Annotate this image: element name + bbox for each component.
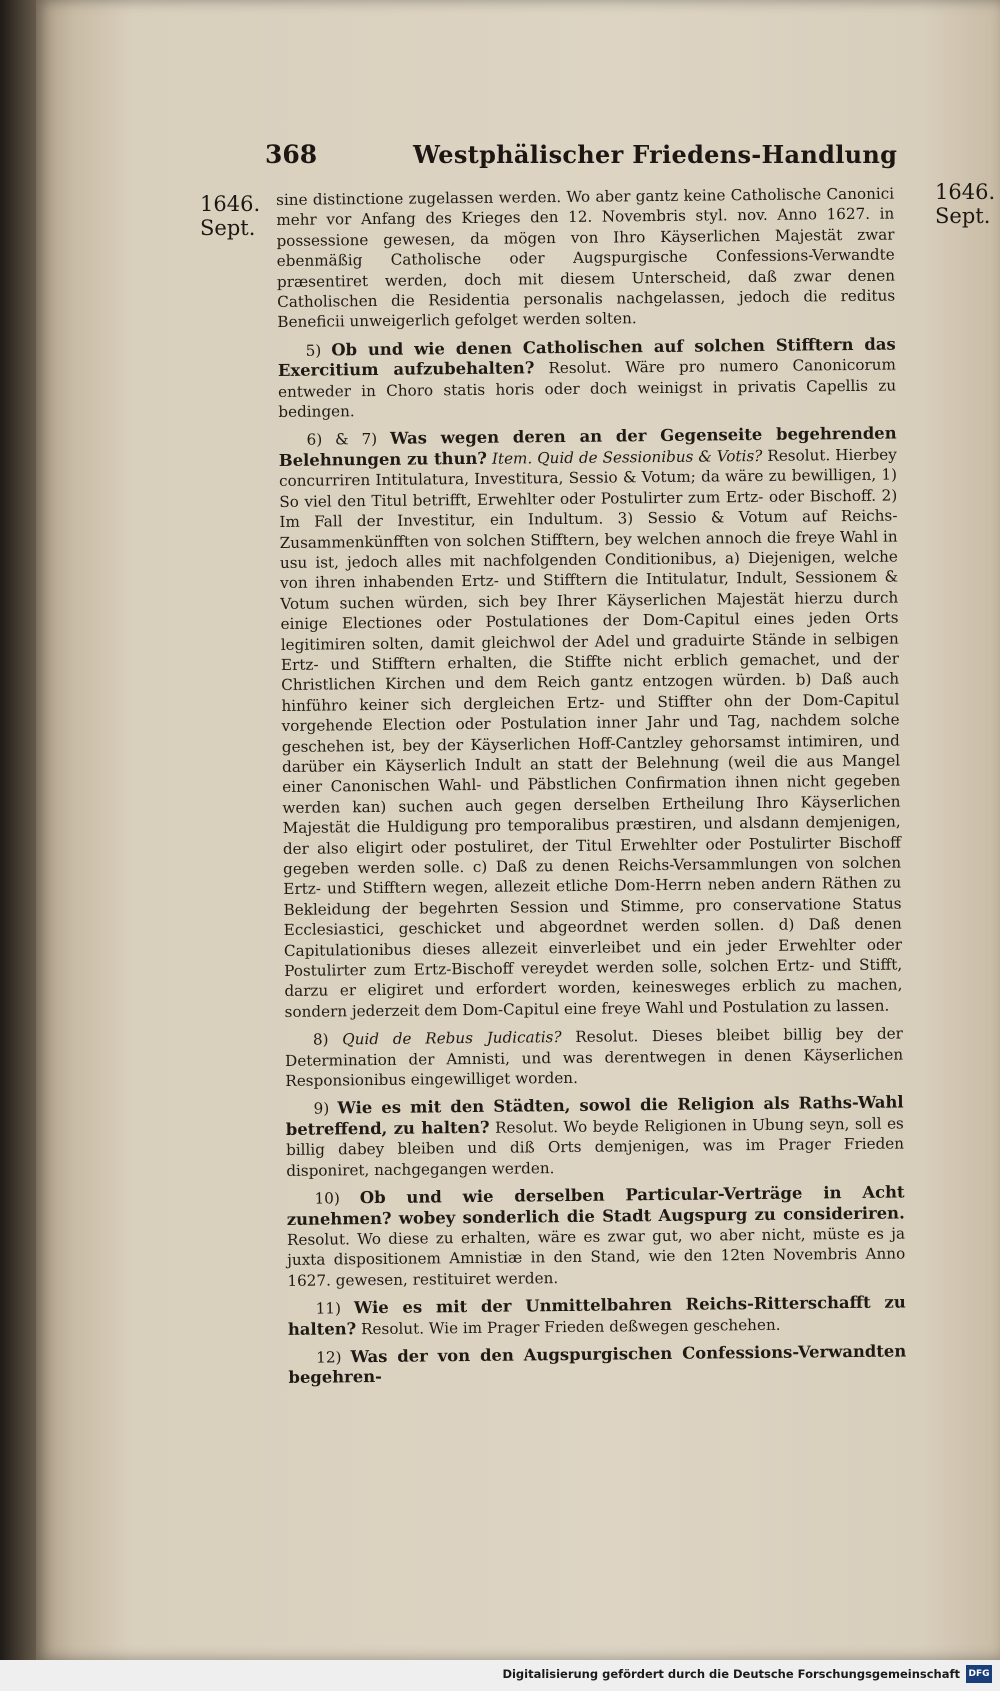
page-title: Westphälischer Friedens-Handlung	[413, 140, 898, 169]
item-resolution: Resolut. Dieses bleibet billig bey der Determination der Amnisti, und was derentwegen in denen Käyserlichen Responsionibus eingewilliget worden.	[285, 1024, 904, 1091]
margin-month-right: Sept.	[935, 204, 991, 228]
item-number: 5)	[305, 341, 322, 360]
item-resolution: Resolut. Wo diese zu erhalten, wäre es zwar gut, wo aber nicht, müste es ja juxta dispositionem Amnistiæ in den Stand, wie den 12ten Novembris Anno 1627. gewesen, restituiret werden.	[286, 1224, 906, 1290]
item-number: 10)	[314, 1189, 340, 1208]
paragraph-item-9	[286, 1093, 905, 1181]
item-question: Wie es mit den Städten, sowol die Religion als Raths-Wahl betreffend, zu halten?	[285, 1092, 904, 1139]
paragraph-item-10	[286, 1183, 905, 1291]
book-binding	[0, 0, 40, 1660]
funding-credit: Digitalisierung gefördert durch die Deutsche Forschungsgemeinschaft	[502, 1667, 960, 1681]
body-text	[276, 184, 907, 1397]
item-resolution: Resolut. Wie im Prager Frieden deßwegen geschehen.	[360, 1315, 781, 1338]
paragraph-item-8	[285, 1024, 904, 1092]
page-number: 368	[265, 140, 318, 169]
item-resolution: Resolut. Wäre pro numero Canonicorum entweder in Choro statis horis oder doch weinigst in privatis Capellis zu bedingen.	[278, 355, 897, 422]
item-resolution: Resolut. Hierbey concurriren Intitulatura, Investitura, Sessio & Votum; da wäre zu bewilligen, 1) So viel den Titul betrifft, Erwehlter oder Postulirter zum Ertz- oder Bischoff. 2) Im Fall der Investitur, ein Indultum. 3) Sessio & Votum auf Reichs-Zusammenkünfften von solchen Stifftern, bey welchen annoch die freye Wahl in usu ist, jedoch alles mit nachfolgenden Conditionibus, a) Diejenigen, welche von ihren inhabenden Ertz- und Stifftern die Intitulatur, Indult, Sessionem & Votum suchen würden, sich bey Ihrer Käyserlichen Majestät hierzu durch einige Electiones oder Postulationes der Dom-Capitul eines jeden Orts legitimiren solten, damit gleichwol der Adel und graduirte Stände in selbigen Ertz- und Stifftern erhalten, die Stiffte nicht erblich gemachet, und der Christlichen Kirchen und dem Reich gantz entzogen würden. b) Daß auch hinführo keiner sich dergleichen Ertz- und Stiffter ohn der Dom-Capitul vorgehende Election oder Postulation inner Jahr und Tag, nachdem solche geschehen ist, bey der Käyserlichen Hoff-Cantzley gehorsamst intimiren, und darüber ein Käyserlich Indult an statt der Belehnung (weil die aus Mangel einer Canonischen Wahl- und Päbstlichen Confirmation ihnen nicht gegeben werden kan) suchen auch gegen derselben Ertheilung Ihro Käyserlichen Majestät die Huldigung pro temporalibus præstiren, und alsdann demjenigen, der also eligirt oder postuliret, der Titul Erwehlter oder Postulirter Bischoff gegeben werden solle. c) Daß zu denen Reichs-Versammlungen von solchen Ertz- und Stifftern wegen, allezeit etliche Dom-Herrn neben andern Räthen zu Bekleidung der begehrten Session und Stimme, pro conservatione Status Ecclesiastici, geschicket und abgeordnet werden sollen. d) Daß denen Capitulationibus dieses allezeit einverleibet und ein jeder Erwehlter oder Postulirter zum Ertz-Bischoff vereydet werden solle, solchen Ertz- und Stifft, darzu er eligiret und erfordert worden, keinesweges erblich zu machen, sondern jederzeit dem Dom-Capitul eine freye Wahl und Postulation zu lassen.	[278, 445, 903, 1021]
item-number: 11)	[315, 1299, 342, 1318]
margin-date-right	[935, 180, 995, 228]
margin-year-left: 1646.	[200, 192, 261, 216]
item-resolution: Resolut. Wo beyde Religionen in Ubung seyn, soll es billig dabey bleiben und diß Orts demjenigen, was im Prager Frieden disponiret, nachgegangen werden.	[285, 1114, 905, 1180]
item-number: 8)	[312, 1030, 329, 1049]
margin-month-left: Sept.	[200, 216, 256, 240]
margin-year-right: 1646.	[935, 180, 996, 204]
item-question: Ob und wie derselben Particular-Verträge in Acht zunehmen? wobey sonderlich die Stadt Augspurg zu consideriren.	[286, 1182, 905, 1229]
item-number: 9)	[313, 1099, 330, 1119]
margin-date-left	[200, 192, 260, 240]
paragraph-item-12	[288, 1341, 906, 1388]
item-number: 6) & 7)	[306, 430, 378, 450]
paragraph-continuation: sine distinctione zugelassen werden. Wo aber gantz keine Catholische Canonici mehr vor Anfang des Krieges den 12. Novembris styl. nov. Anno 1627. in possessione gewesen, da mögen von Ihro Käyserlichen Majestät zwar ebenmäßig Catholische oder Augspurgische Confessions-Verwandte præsentiret werden, doch mit diesem Unterscheid, daß zwar denen Catholischen die Residentia personalis nachgelassen, jedoch die reditus Beneficii unweigerlich gefolget werden solten.	[276, 184, 896, 332]
item-number: 12)	[316, 1348, 342, 1367]
item-question: Wie es mit der Unmittelbahren Reichs-Ritterschafft zu halten?	[287, 1292, 906, 1339]
item-question: Quid de Rebus Judicatis?	[342, 1028, 562, 1049]
paragraph-item-11	[288, 1293, 906, 1340]
paragraph-item-6-7	[279, 424, 903, 1022]
footer-bar	[0, 1660, 1000, 1691]
paragraph-item-5	[278, 334, 897, 422]
running-head	[265, 140, 898, 190]
item-question: Was wegen deren an der Gegenseite begehrenden Belehnungen zu thun?	[278, 423, 897, 470]
item-sub-question: Item. Quid de Sessionibus & Votis?	[491, 446, 763, 468]
dfg-logo-icon: DFG	[966, 1665, 992, 1683]
item-question: Was der von den Augspurgischen Confessions-Verwandten begehren-	[288, 1341, 907, 1388]
item-question: Ob und wie denen Catholischen auf solchen Stifftern das Exercitium aufzubehalten?	[277, 334, 896, 381]
